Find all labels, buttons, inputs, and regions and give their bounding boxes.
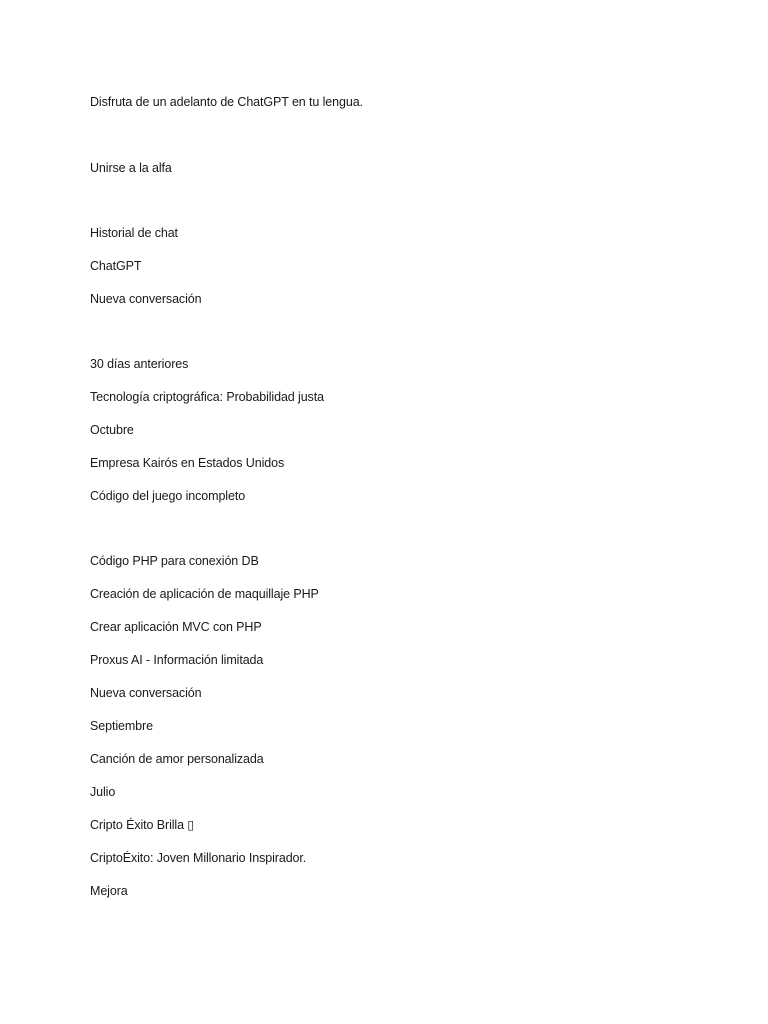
- chat-title-line: Cripto Éxito Brilla ▯: [90, 818, 195, 832]
- chat-title-line: Código PHP para conexión DB: [90, 554, 259, 568]
- chat-history-heading: Historial de chat: [90, 226, 178, 240]
- chat-title-line: Nueva conversación: [90, 686, 202, 700]
- intro-line: Disfruta de un adelanto de ChatGPT en tu lengua.: [90, 95, 363, 109]
- previous-30-days-heading: 30 días anteriores: [90, 357, 189, 371]
- join-alpha-line: Unirse a la alfa: [90, 161, 172, 175]
- july-heading: Julio: [90, 785, 116, 799]
- chat-title-line: Empresa Kairós en Estados Unidos: [90, 456, 285, 470]
- chat-title-line: Creación de aplicación de maquillaje PHP: [90, 587, 319, 601]
- chat-title-line: CriptoÉxito: Joven Millonario Inspirador.: [90, 851, 307, 865]
- september-heading: Septiembre: [90, 719, 153, 733]
- october-heading: Octubre: [90, 423, 134, 437]
- chat-title-line: Canción de amor personalizada: [90, 752, 264, 766]
- chat-title-line: Crear aplicación MVC con PHP: [90, 620, 262, 634]
- chat-title-line: Tecnología criptográfica: Probabilidad justa: [90, 390, 324, 404]
- chat-title-line: Código del juego incompleto: [90, 489, 246, 503]
- new-conversation-line: Nueva conversación: [90, 292, 202, 306]
- upgrade-line: Mejora: [90, 884, 128, 898]
- chat-title-line: Proxus AI - Información limitada: [90, 653, 264, 667]
- chatgpt-line: ChatGPT: [90, 259, 142, 273]
